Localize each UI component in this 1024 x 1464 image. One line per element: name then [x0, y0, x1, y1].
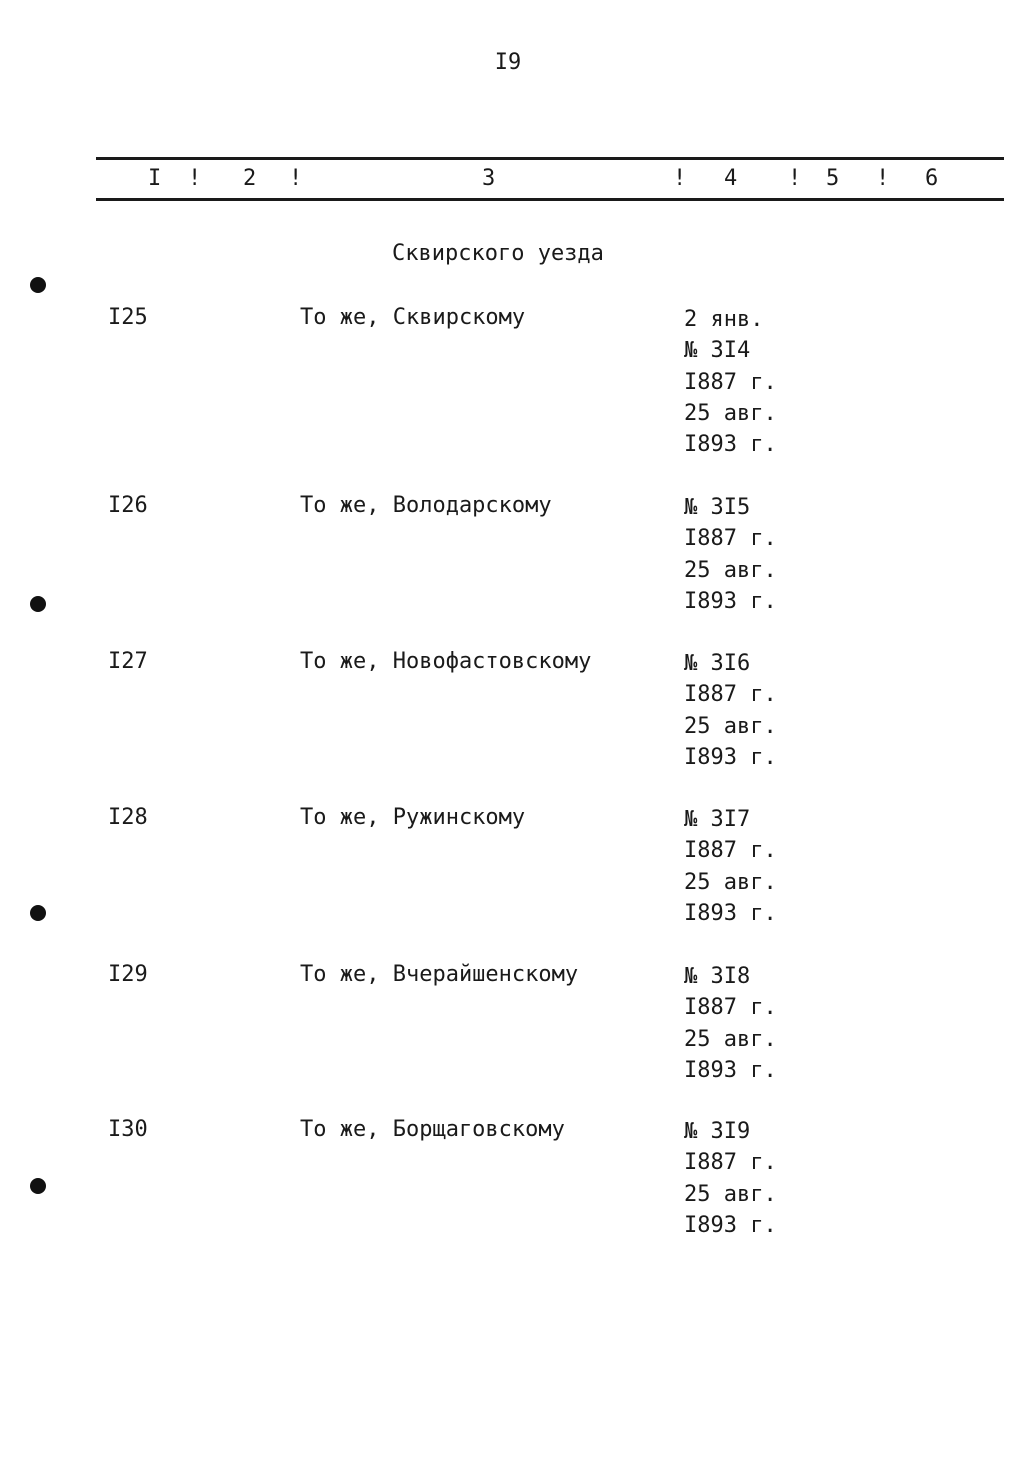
entry-date-line: I887 г.: [684, 369, 777, 395]
table-header-top-rule: [96, 157, 1004, 160]
entry-number: I27: [108, 649, 148, 674]
table-row: [0, 959, 1024, 1119]
section-title: Сквирского уезда: [392, 241, 604, 266]
column-header-6: 6: [925, 166, 939, 191]
entry-date-line: 25 авг.: [684, 1181, 777, 1207]
entry-dates: [684, 304, 777, 460]
entry-number: I30: [108, 1117, 148, 1142]
column-separator: !: [188, 166, 202, 191]
entry-date-line: № 3I5: [684, 495, 751, 520]
table-row: [0, 646, 1024, 806]
entry-date-line: I893 г.: [684, 900, 777, 926]
entry-date-line: I887 г.: [684, 838, 777, 864]
entry-date-line: I887 г.: [684, 682, 777, 708]
column-header-2: 2: [243, 166, 257, 191]
entry-description: То же, Ружинскому: [300, 805, 526, 830]
entry-description: То же, Вчерайшенскому: [300, 962, 579, 987]
table-header-bottom-rule: [96, 198, 1004, 201]
entry-date-line: I893 г.: [684, 744, 777, 770]
punch-hole-mark: [30, 905, 46, 921]
table-header-row: [0, 164, 1024, 194]
table-row: [0, 1114, 1024, 1274]
table-row: [0, 802, 1024, 962]
entry-date-line: 25 авг.: [684, 713, 777, 739]
entry-number: I28: [108, 805, 148, 830]
entry-date-line: I893 г.: [684, 432, 777, 458]
entry-date-line: 2 янв.: [684, 307, 764, 332]
column-header-4: 4: [724, 166, 738, 191]
entry-number: I25: [108, 305, 148, 330]
entry-description: То же, Новофастовскому: [300, 649, 592, 674]
column-header-1: I: [148, 166, 162, 191]
entry-date-line: 25 авг.: [684, 1026, 777, 1052]
entry-date-line: I887 г.: [684, 526, 777, 552]
column-header-3: 3: [482, 166, 496, 191]
entry-dates: [684, 492, 777, 617]
entry-dates: [684, 804, 777, 929]
entry-dates: [684, 1116, 777, 1241]
entry-date-line: I893 г.: [684, 588, 777, 614]
entry-description: То же, Сквирскому: [300, 305, 526, 330]
entry-date-line: № 3I7: [684, 807, 751, 832]
entry-date-line: 25 авг.: [684, 869, 777, 895]
column-separator: !: [289, 166, 303, 191]
entry-date-line: 25 авг.: [684, 400, 777, 426]
table-row: [0, 490, 1024, 650]
entry-description: То же, Борщаговскому: [300, 1117, 565, 1142]
entry-date-line: I887 г.: [684, 1150, 777, 1176]
entry-description: То же, Володарскому: [300, 493, 552, 518]
entry-number: I29: [108, 962, 148, 987]
entry-number: I26: [108, 493, 148, 518]
punch-hole-mark: [30, 277, 46, 293]
column-header-5: 5: [826, 166, 840, 191]
entry-date-line: № 3I4: [684, 338, 751, 364]
entry-dates: [684, 648, 777, 773]
table-row: [0, 302, 1024, 462]
entry-date-line: I887 г.: [684, 995, 777, 1021]
entry-dates: [684, 961, 777, 1086]
column-separator: !: [673, 166, 687, 191]
punch-hole-mark: [30, 596, 46, 612]
punch-hole-mark: [30, 1178, 46, 1194]
entry-date-line: № 3I6: [684, 651, 751, 676]
entry-date-line: 25 авг.: [684, 557, 777, 583]
entry-date-line: № 3I8: [684, 964, 751, 989]
entry-date-line: I893 г.: [684, 1212, 777, 1238]
page-number: I9: [494, 50, 522, 75]
column-separator: !: [876, 166, 890, 191]
entry-date-line: № 3I9: [684, 1119, 751, 1144]
column-separator: !: [788, 166, 802, 191]
entry-date-line: I893 г.: [684, 1057, 777, 1083]
